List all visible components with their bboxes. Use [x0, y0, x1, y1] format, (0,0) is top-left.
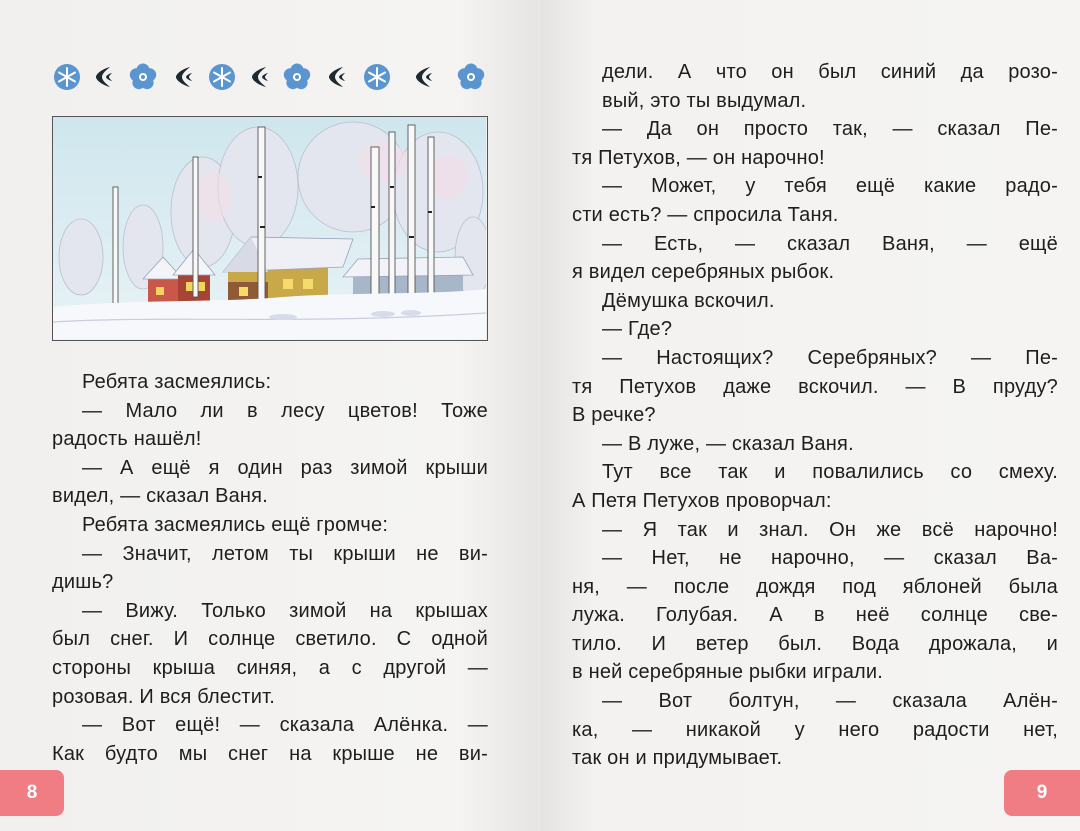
right-page-text	[572, 58, 1058, 773]
text-line: — Да он просто так, — сказал Пе-	[602, 118, 1058, 141]
text-line: радость нашёл!	[52, 428, 202, 451]
text-line: — Может, у тебя ещё какие радо-	[602, 175, 1058, 198]
text-line: был снег. И солнце светило. С одной	[52, 628, 488, 651]
text-line: — Значит, летом ты крыши не ви-	[82, 542, 488, 565]
leaf-icon	[416, 67, 432, 87]
flower-icon	[458, 64, 484, 90]
text-line: — А ещё я один раз зимой крыши	[82, 456, 488, 479]
text-line: стороны крыша синяя, а с другой —	[52, 656, 488, 679]
text-line: видел, — сказал Ваня.	[52, 485, 268, 508]
flower-icon	[284, 64, 310, 90]
text-line: сти есть? — спросила Таня.	[572, 203, 839, 226]
page-number-right: 9	[1004, 770, 1080, 816]
text-line: дели. А что он был синий да розо-	[602, 61, 1058, 83]
text-line: так он и придумывает.	[572, 747, 783, 770]
text-line: вый, это ты выдумал.	[602, 89, 807, 112]
text-line: в ней серебряные рыбки играли.	[572, 661, 884, 684]
text-line: тя Петухов даже вскочил. — В пруду?	[572, 375, 1058, 398]
text-line: — Вот ещё! — сказала Алёнка. —	[82, 714, 488, 737]
text-line: тя Петухов, — он нарочно!	[572, 146, 825, 169]
text-line: лужа. Голубая. А в неё солнце све-	[572, 604, 1058, 627]
text-line: — Есть, — сказал Ваня, — ещё	[602, 232, 1058, 255]
text-line: — В луже, — сказал Ваня.	[602, 432, 854, 455]
text-line: Ребята засмеялись ещё громче:	[82, 513, 389, 536]
left-page	[0, 0, 538, 831]
winter-village-illustration	[52, 116, 488, 341]
text-line: Как будто мы снег на крыше не ви-	[52, 742, 488, 765]
leaf-icon	[329, 67, 345, 87]
text-line: Ребята засмеялись:	[82, 371, 272, 393]
flower-icon	[130, 64, 156, 90]
text-line: — Настоящих? Серебряных? — Пе-	[602, 346, 1058, 369]
text-line: розовая. И вся блестит.	[52, 685, 276, 708]
text-line: — Где?	[602, 318, 673, 341]
text-line: дишь?	[52, 571, 114, 594]
right-page	[540, 0, 1080, 831]
text-line: ня, — после дождя под яблоней была	[572, 575, 1058, 598]
text-line: — Вижу. Только зимой на крышах	[82, 599, 488, 622]
snowflake-icon	[209, 64, 235, 90]
text-line: — Нет, не нарочно, — сказал Ва-	[602, 547, 1058, 570]
text-line: тило. И ветер был. Вода дрожала, и	[572, 632, 1058, 655]
text-line: А Петя Петухов проворчал:	[572, 489, 832, 512]
leaf-icon	[252, 67, 268, 87]
ornament-row	[52, 61, 488, 93]
text-line: ка, — никакой у него радости нет,	[572, 718, 1058, 741]
text-line: Тут все так и повалились со смеху.	[602, 461, 1058, 484]
snowflake-icon	[364, 64, 390, 90]
page-number-left: 8	[0, 770, 64, 816]
leaf-icon	[96, 67, 112, 87]
text-line: я видел серебряных рыбок.	[572, 261, 835, 284]
text-line: — Я так и знал. Он же всё нарочно!	[602, 518, 1058, 541]
text-line: Дёмушка вскочил.	[602, 289, 775, 312]
leaf-icon	[176, 67, 192, 87]
text-line: — Вот болтун, — сказала Алён-	[602, 690, 1058, 713]
snowflake-icon	[54, 64, 80, 90]
text-line: В речке?	[572, 404, 656, 427]
left-page-text	[52, 368, 488, 768]
text-line: — Мало ли в лесу цветов! Тоже	[82, 399, 488, 422]
